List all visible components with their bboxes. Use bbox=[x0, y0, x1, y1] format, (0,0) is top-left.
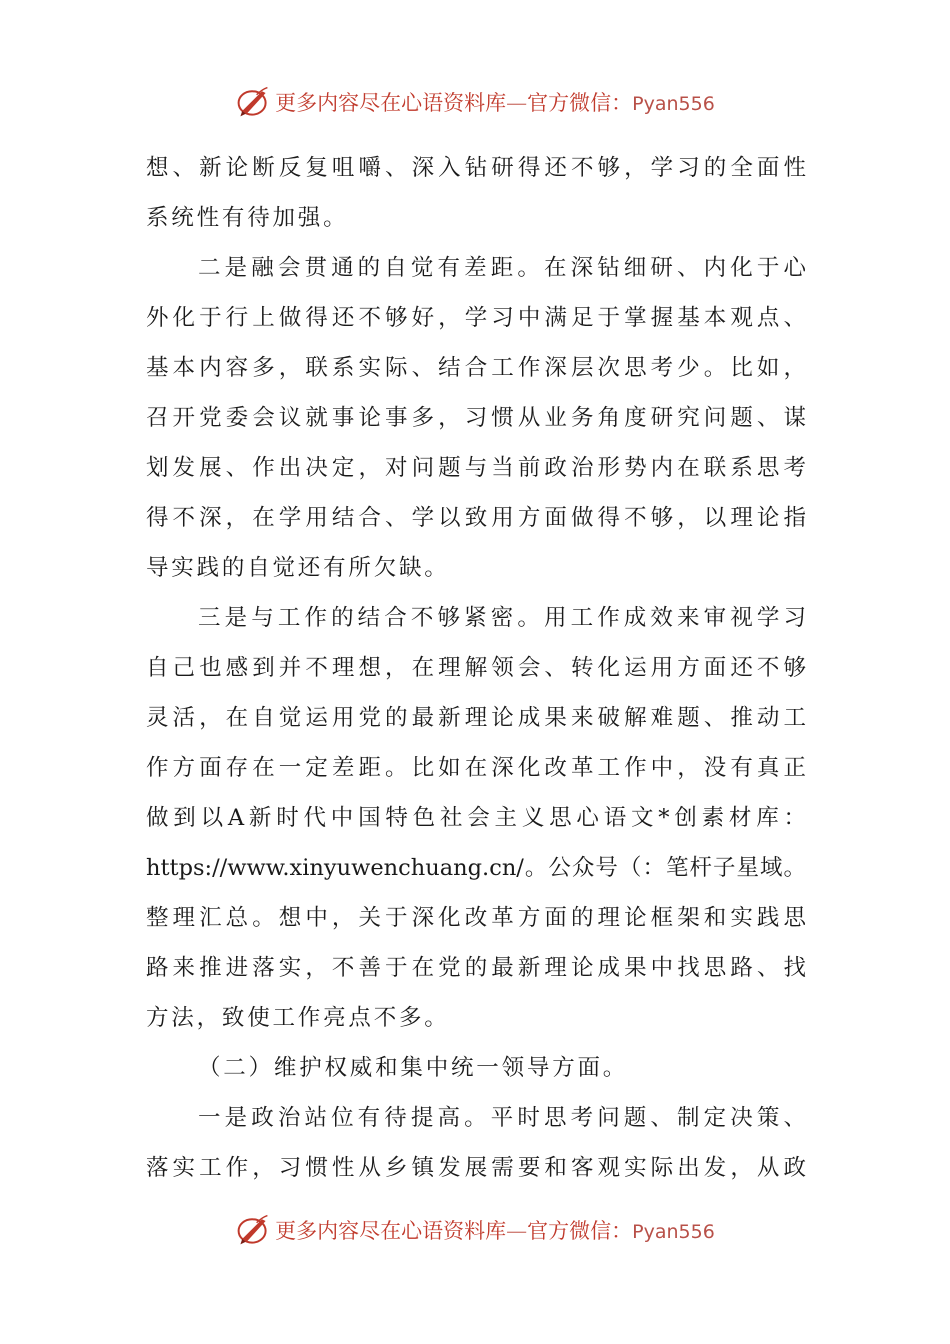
watermark-text bbox=[275, 1215, 715, 1245]
text-line: 灵活，在自觉运用党的最新理论成果来破解难题、推动工 bbox=[146, 705, 806, 731]
paragraph-first-line: 二是融会贯通的自觉有差距。在深钻细研、内化于心 bbox=[198, 255, 806, 281]
text-line: 系统性有待加强。 bbox=[146, 205, 349, 231]
text-line: 外化于行上做得还不够好，学习中满足于掌握基本观点、 bbox=[146, 305, 806, 331]
text-line: 导实践的自觉还有所欠缺。 bbox=[146, 555, 450, 581]
watermark-wechat-label: 官方微信： bbox=[527, 1219, 633, 1243]
text-line: 想、新论断反复咀嚼、深入钻研得还不够，学习的全面性 bbox=[146, 155, 806, 181]
text-line: 方法，致使工作亮点不多。 bbox=[146, 1005, 450, 1031]
pen-logo-icon bbox=[235, 1212, 271, 1248]
text-line: 划发展、作出决定，对问题与当前政治形势内在联系思考 bbox=[146, 455, 806, 481]
document-body bbox=[146, 143, 806, 1193]
watermark-site-text: 更多内容尽在心语资料库 bbox=[275, 91, 507, 115]
pen-logo-icon bbox=[235, 84, 271, 120]
url-line: https://www.xinyuwenchuang.cn/。公众号（：笔杆子星域。 bbox=[146, 855, 806, 881]
section-heading: （二）维护权威和集中统一领导方面。 bbox=[198, 1055, 629, 1081]
text-line: 基本内容多，联系实际、结合工作深层次思考少。比如， bbox=[146, 355, 806, 381]
watermark-wechat-label: 官方微信： bbox=[527, 91, 633, 115]
watermark-text bbox=[275, 87, 715, 117]
watermark-wechat-id: Pyan556 bbox=[632, 93, 715, 115]
watermark-separator: — bbox=[506, 1219, 528, 1243]
footer-watermark bbox=[0, 1210, 950, 1250]
text-line: 得不深，在学用结合、学以致用方面做得不够，以理论指 bbox=[146, 505, 806, 531]
text-line: 整理汇总。想中，关于深化改革方面的理论框架和实践思 bbox=[146, 905, 806, 931]
header-watermark bbox=[0, 82, 950, 122]
text-line: 自己也感到并不理想，在理解领会、转化运用方面还不够 bbox=[146, 655, 806, 681]
text-line: 召开党委会议就事论事多，习惯从业务角度研究问题、谋 bbox=[146, 405, 806, 431]
text-line: 路来推进落实，不善于在党的最新理论成果中找思路、找 bbox=[146, 955, 806, 981]
text-line: 落实工作，习惯性从乡镇发展需要和客观实际出发，从政 bbox=[146, 1155, 806, 1181]
paragraph-first-line: 三是与工作的结合不够紧密。用工作成效来审视学习 bbox=[198, 605, 806, 631]
text-line: 做到以A新时代中国特色社会主义思心语文*创素材库： bbox=[146, 805, 806, 831]
watermark-site-text: 更多内容尽在心语资料库 bbox=[275, 1219, 507, 1243]
paragraph-first-line: 一是政治站位有待提高。平时思考问题、制定决策、 bbox=[198, 1105, 806, 1131]
text-line: 作方面存在一定差距。比如在深化改革工作中，没有真正 bbox=[146, 755, 806, 781]
watermark-separator: — bbox=[506, 91, 528, 115]
watermark-wechat-id: Pyan556 bbox=[632, 1221, 715, 1243]
